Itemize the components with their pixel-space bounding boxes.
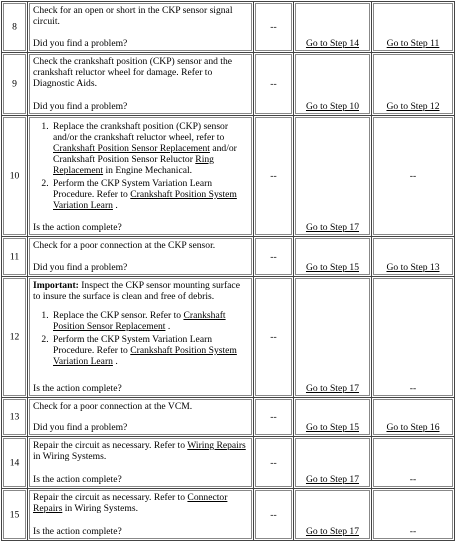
ring-replacement-link[interactable]: Ring Replacement [53, 154, 214, 176]
yes-cell [294, 2, 372, 53]
no-value: -- [409, 474, 417, 485]
action-text: Check the crankshaft position (CKP) sensor and the crankshaft reluctor wheel for damage. Refer to Diagnostic Aids. [33, 56, 233, 89]
yes-cell [294, 489, 372, 541]
no-cell [372, 53, 455, 116]
value-cell [254, 437, 294, 489]
no-value: -- [409, 383, 417, 394]
yes-link[interactable]: Go to Step 10 [305, 101, 360, 112]
no-value: -- [409, 526, 417, 537]
yes-cell [294, 437, 372, 489]
step-number-cell [2, 489, 28, 541]
value-cell [254, 2, 294, 53]
variation-learn-link[interactable]: Crankshaft Position System Variation Learn [53, 189, 237, 211]
no-link[interactable]: Go to Step 12 [386, 101, 440, 112]
step-number: 13 [9, 411, 20, 423]
connector-repairs-link[interactable]: Connector Repairs [33, 492, 228, 514]
action-question: Did you find a problem? [33, 38, 128, 49]
table-row [2, 489, 455, 541]
action-text: Check for a poor connection at the CKP sensor. [33, 240, 216, 251]
no-cell [372, 489, 455, 541]
important-note: Important: Inspect the CKP sensor mounting surface to insure the surface is clean and free of debris. [33, 280, 240, 302]
action-steps-list [33, 310, 248, 367]
step-number: 14 [9, 457, 20, 468]
no-cell [372, 277, 455, 398]
important-label: Important: [33, 280, 79, 291]
yes-link[interactable]: Go to Step 17 [305, 222, 360, 233]
value-text: -- [270, 331, 277, 343]
action-question: Is the action complete? [33, 383, 122, 394]
action-question: Did you find a problem? [33, 262, 128, 273]
yes-link[interactable]: Go to Step 15 [305, 422, 360, 433]
action-cell [28, 277, 254, 398]
step-number: 10 [9, 170, 20, 182]
action-text: Check for a poor connection at the VCM. [33, 401, 193, 412]
table-row [2, 398, 455, 437]
yes-link[interactable]: Go to Step 17 [305, 383, 360, 394]
yes-cell [294, 116, 372, 237]
yes-cell [294, 277, 372, 398]
no-value: -- [409, 170, 417, 182]
no-cell [372, 398, 455, 437]
no-cell [372, 2, 455, 53]
step-number-cell [2, 53, 28, 116]
value-cell [254, 489, 294, 541]
action-cell [28, 116, 254, 237]
action-steps-list [33, 121, 248, 211]
step-number-cell [2, 277, 28, 398]
action-text: Repair the circuit as necessary. Refer to Wiring Repairs in Wiring Systems. [33, 440, 246, 462]
table-row [2, 2, 455, 53]
value-cell [254, 53, 294, 116]
list-item: 2. Perform the CKP System Variation Learn Procedure. Refer to Crankshaft Position System Variation Learn . [51, 178, 248, 211]
step-number-cell [2, 2, 28, 53]
list-item: 1. Replace the CKP sensor. Refer to Crankshaft Position Sensor Replacement . [51, 310, 248, 332]
no-link[interactable]: Go to Step 13 [386, 262, 440, 273]
value-cell [254, 237, 294, 277]
step-number-cell [2, 437, 28, 489]
ckp-sensor-replacement-link[interactable]: Crankshaft Position Sensor Replacement [53, 143, 210, 154]
yes-link[interactable]: Go to Step 15 [305, 262, 360, 273]
yes-cell [294, 398, 372, 437]
step-number: 12 [9, 331, 20, 343]
action-cell [28, 398, 254, 437]
variation-learn-link[interactable]: Crankshaft Position System Variation Learn [53, 345, 237, 367]
step-number-cell [2, 237, 28, 277]
table-row [2, 437, 455, 489]
yes-link[interactable]: Go to Step 17 [305, 526, 360, 537]
action-question: Is the action complete? [33, 526, 122, 537]
step-number: 11 [9, 251, 20, 262]
no-link[interactable]: Go to Step 16 [386, 422, 440, 433]
list-item: 1. Replace the crankshaft position (CKP) sensor and/or the crankshaft reluctor wheel, refer to Crankshaft Position Sensor Replacement and/or Crankshaft Position Sensor Reluctor Ring Replacement in Engine Mechanical. [51, 121, 248, 176]
step-number-cell [2, 398, 28, 437]
value-text: -- [270, 251, 277, 262]
action-question: Is the action complete? [33, 474, 122, 485]
action-text: Check for an open or short in the CKP sensor signal circuit. [33, 5, 233, 27]
step-number: 8 [12, 21, 17, 33]
yes-cell [294, 53, 372, 116]
yes-link[interactable]: Go to Step 14 [305, 38, 360, 49]
step-number: 9 [12, 78, 17, 90]
no-cell [372, 116, 455, 237]
action-question: Did you find a problem? [33, 422, 128, 433]
step-number: 15 [9, 509, 20, 520]
diagnostic-table [1, 1, 455, 541]
action-cell [28, 437, 254, 489]
no-cell [372, 237, 455, 277]
action-text: Repair the circuit as necessary. Refer to Connector Repairs in Wiring Systems. [33, 492, 228, 514]
step-number-cell [2, 116, 28, 237]
value-text: -- [270, 509, 277, 520]
value-text: -- [270, 457, 277, 468]
no-cell [372, 437, 455, 489]
action-cell [28, 237, 254, 277]
diagnostic-aids-link[interactable]: Diagnostic Aids [33, 78, 95, 89]
action-question: Did you find a problem? [33, 101, 128, 112]
no-link[interactable]: Go to Step 11 [386, 38, 440, 49]
action-cell [28, 489, 254, 541]
wiring-repairs-link[interactable]: Wiring Repairs [187, 440, 246, 451]
table-row [2, 237, 455, 277]
value-cell [254, 116, 294, 237]
list-item: 2. Perform the CKP System Variation Learn Procedure. Refer to Crankshaft Position System Variation Learn . [51, 334, 248, 367]
yes-cell [294, 237, 372, 277]
value-cell [254, 277, 294, 398]
action-question: Is the action complete? [33, 222, 122, 233]
value-text: -- [270, 170, 277, 182]
ckp-sensor-replacement-link[interactable]: Crankshaft Position Sensor Replacement [53, 310, 226, 332]
value-text: -- [270, 78, 277, 90]
table-row [2, 277, 455, 398]
value-text: -- [270, 21, 277, 33]
yes-link[interactable]: Go to Step 17 [305, 474, 360, 485]
value-text: -- [270, 411, 277, 423]
value-cell [254, 398, 294, 437]
table-row [2, 53, 455, 116]
action-cell [28, 53, 254, 116]
table-row [2, 116, 455, 237]
action-cell [28, 2, 254, 53]
